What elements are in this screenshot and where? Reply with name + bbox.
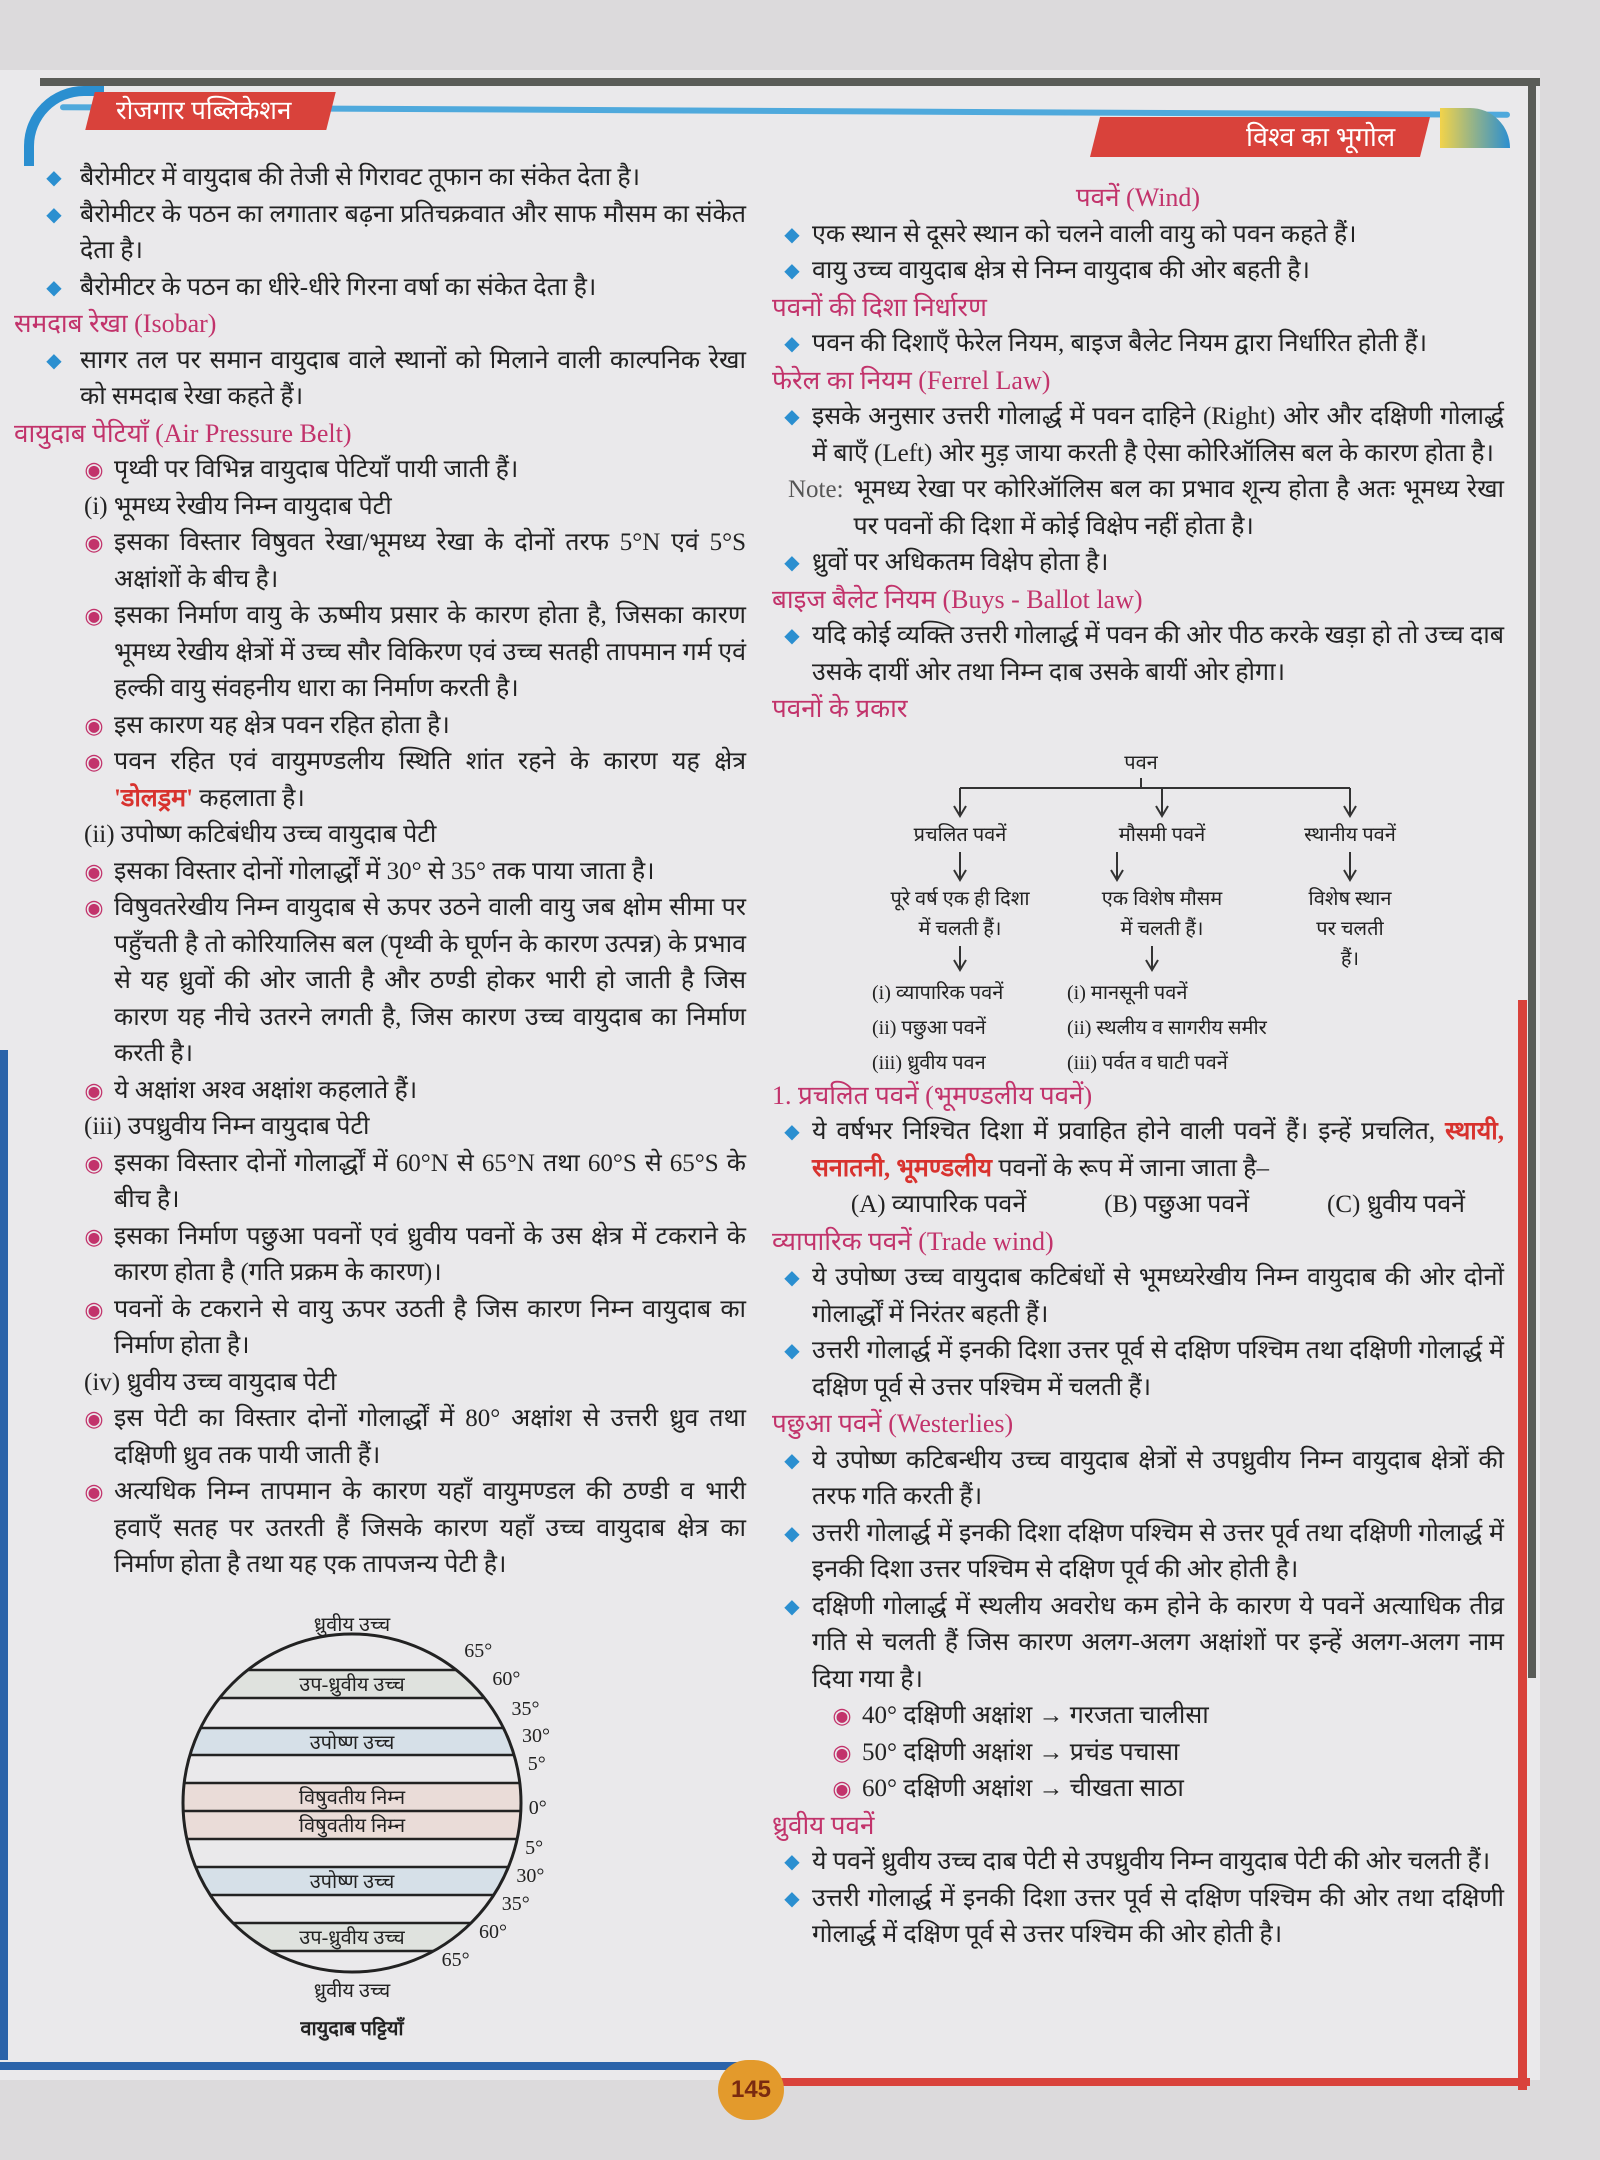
item-text-main: पवन की दिशाएँ फेरेल नियम, बाइज बैलेट नियम द्वारा निर्धारित होती हैं। xyxy=(812,330,1428,357)
section-heading: फेरेल का नियम (Ferrel Law) xyxy=(772,365,1051,395)
item-text-main: ये अक्षांश अश्व अक्षांश कहलाते हैं। xyxy=(114,1076,418,1104)
item-text xyxy=(812,618,1504,691)
diamond-bullet-icon: ◆ xyxy=(46,349,62,372)
right-column xyxy=(772,180,1504,1954)
band-label: विषुवतीय निम्न xyxy=(298,1815,406,1837)
bullet-item xyxy=(772,1260,1504,1333)
tree-node-description: हैं। xyxy=(1340,947,1360,970)
item-text-main: इसका निर्माण पछुआ पवनों एवं ध्रुवीय पवनों के उस क्षेत्र में टकराने के कारण होता है (गति प्रक्रम के कारण)। xyxy=(114,1222,746,1286)
diamond-bullet-icon: ◆ xyxy=(784,625,800,647)
latitude-label: 60° xyxy=(479,1921,507,1943)
subsection-heading: (ii) उपोष्ण कटिबंधीय उच्च वायुदाब पेटी xyxy=(84,821,437,848)
diamond-bullet-icon: ◆ xyxy=(784,1851,800,1873)
diamond-bullet-icon: ◆ xyxy=(46,203,62,226)
item-text xyxy=(812,1881,1504,1954)
item-text-main: विषुवतरेखीय निम्न वायुदाब से ऊपर उठने वाली वायु जब क्षोम सीमा पर पहुँचती है तो कोरियालिस बल (पृथ्वी के घूर्णन के कारण उत्पन्न) के प्रभाव से यह ध्रुवों की ओर जाती है और ठण्डी होकर भारी हो जाती है जिस कारण यह नीचे उतरने लगती है, जिस कारण उच्च वायुदाब का निर्माण करती है। xyxy=(114,894,746,1067)
item-text-main: अत्यधिक निम्न तापमान के कारण यहाँ वायुमण्डल की ठण्डी व भारी हवाएँ सतह पर उतरती हैं जिसके कारण यहाँ उच्च वायुदाब क्षेत्र का निर्माण होता है तथा यह एक तापजन्य पेटी है। xyxy=(114,1478,746,1578)
item-text xyxy=(862,1735,1504,1772)
item-text xyxy=(862,1771,1504,1808)
item-text-main: बैरोमीटर के पठन का लगातार बढ़ना प्रतिचक्रवात और साफ मौसम का संकेत देता है। xyxy=(80,200,746,264)
item-text xyxy=(812,1333,1504,1406)
wind-types-section xyxy=(772,1078,1504,1954)
subsection-heading: (iii) उपध्रुवीय निम्न वायुदाब पेटी xyxy=(84,1113,370,1140)
item-text xyxy=(812,1114,1504,1187)
tree-node: स्थानीय पवनें xyxy=(1304,823,1396,846)
item-text xyxy=(812,399,1504,472)
tree-node-description: पूरे वर्ष एक ही दिशा xyxy=(890,887,1030,910)
section-heading: ध्रुवीय पवनें xyxy=(772,1810,875,1840)
circle-bullet-icon: ◉ xyxy=(84,895,104,920)
bullet-item xyxy=(772,1516,1504,1589)
item-text-main: ध्रुवों पर अधिकतम विक्षेप होता है। xyxy=(812,549,1109,576)
publisher-name: रोजगार पब्लिकेशन xyxy=(116,96,292,125)
band-label: विषुवतीय निम्न xyxy=(298,1787,406,1809)
tree-leaf: (i) व्यापारिक पवनें xyxy=(872,981,1004,1004)
tree-node-description: एक विशेष मौसम xyxy=(1101,887,1223,910)
bullet-item xyxy=(772,217,1504,254)
circle-bullet-icon: ◉ xyxy=(84,1406,104,1431)
latitude-label: 65° xyxy=(441,1949,470,1971)
section-heading: 1. प्रचलित पवनें (भूमण्डलीय पवनें) xyxy=(772,1080,1093,1110)
band-label: उप-ध्रुवीय उच्च xyxy=(299,1674,405,1696)
item-text-main: इसके अनुसार उत्तरी गोलार्द्ध में पवन दाहिने (Right) ओर और दक्षिणी गोलार्द्ध में बाएँ (Left) ओर मुड़ जाया करती है ऐसा कोरिऑलिस बल के कारण होता है। xyxy=(812,403,1504,467)
latitude-label: 30° xyxy=(516,1865,545,1887)
circle-bullet-icon: ◉ xyxy=(84,749,104,774)
bullet-item xyxy=(772,326,1504,363)
diamond-bullet-icon: ◆ xyxy=(46,276,62,299)
globe-top-label: ध्रुवीय उच्च xyxy=(313,1614,391,1636)
circle-bullet-icon: ◉ xyxy=(84,457,104,482)
circle-bullet-icon: ◉ xyxy=(84,858,104,884)
band-label: उपोष्ण उच्च xyxy=(309,1731,395,1754)
item-text-main: 40° दक्षिणी अक्षांश → गरजता चालीसा xyxy=(862,1702,1209,1729)
item-text xyxy=(812,1260,1504,1333)
item-text-main: ये उपोष्ण कटिबन्धीय उच्च वायुदाब क्षेत्रों से उपध्रुवीय निम्न वायुदाब क्षेत्रों की तरफ गति करती हैं। xyxy=(812,1446,1504,1510)
item-text-after: पवनों के रूप में जाना जाता है– xyxy=(992,1154,1269,1182)
item-text-main: ये उपोष्ण उच्च वायुदाब कटिबंधों से भूमध्यरेखीय निम्न वायुदाब की ओर दोनों गोलार्द्धों में निरंतर बहती हैं। xyxy=(812,1264,1504,1328)
item-text-main: 60° दक्षिणी अक्षांश → चीखता साठा xyxy=(862,1775,1184,1802)
diamond-bullet-icon: ◆ xyxy=(784,1887,800,1910)
section-heading: बाइज बैलेट नियम (Buys - Ballot law) xyxy=(772,584,1143,614)
latitude-label: 5° xyxy=(525,1837,544,1859)
item-text-main: सागर तल पर समान वायुदाब वाले स्थानों को मिलाने वाली काल्पनिक रेखा को समदाब रेखा कहते हैं। xyxy=(80,346,746,410)
circle-bullet-icon: ◉ xyxy=(84,1150,104,1176)
wind-types-tree xyxy=(772,728,1504,1078)
item-text-main: दक्षिणी गोलार्द्ध में स्थलीय अवरोध कम होने के कारण ये पवनें अत्याधिक तीव्र गति से चलती हैं जिस कारण अलग-अलग अक्षांशों पर इन्हें अलग-अलग नाम दिया गया है। xyxy=(812,1592,1504,1693)
circle-bullet-icon: ◉ xyxy=(84,1223,104,1249)
item-text-after: कहलाता है। xyxy=(193,784,305,812)
item-text-main: ये पवनें ध्रुवीय उच्च दाब पेटी से उपध्रुवीय निम्न वायुदाब पेटी की ओर चलती हैं। xyxy=(812,1848,1491,1875)
section-heading: वायुदाब पेटियाँ (Air Pressure Belt) xyxy=(14,418,352,448)
bullet-item xyxy=(772,1589,1504,1699)
bullet-item xyxy=(772,545,1504,582)
band-label: उपोष्ण उच्च xyxy=(309,1871,395,1893)
latitude-label: 30° xyxy=(522,1725,551,1747)
tree-leaf: (ii) पछुआ पवनें xyxy=(872,1016,986,1039)
latitude-label: 0° xyxy=(528,1797,547,1819)
section-heading: पछुआ पवनें (Westerlies) xyxy=(772,1409,1014,1438)
item-text-main: पवन रहित एवं वायुमण्डलीय स्थिति शांत रहने के कारण यह क्षेत्र xyxy=(114,748,746,775)
item-text-main: 50° दक्षिणी अक्षांश → प्रचंड पचासा xyxy=(862,1738,1180,1766)
circle-bullet-icon: ◉ xyxy=(832,1776,852,1801)
circle-bullet-icon: ◉ xyxy=(84,712,104,738)
circle-bullet-item xyxy=(772,1771,1504,1808)
section-title: पवनें (Wind) xyxy=(1075,183,1201,212)
tree-node: प्रचलित पवनें xyxy=(913,823,1007,846)
circle-bullet-icon: ◉ xyxy=(832,1739,852,1765)
band-label: उप-ध्रुवीय उच्च xyxy=(299,1927,405,1949)
circle-bullet-icon: ◉ xyxy=(84,1077,104,1103)
item-text-main: पवनों के टकराने से वायु ऊपर उठती है जिस कारण निम्न वायुदाब का निर्माण होता है। xyxy=(114,1295,746,1359)
wind-category: (B) पछुआ पवनें xyxy=(1104,1191,1250,1218)
latitude-label: 65° xyxy=(464,1640,493,1662)
circle-bullet-icon: ◉ xyxy=(84,1479,104,1504)
latitude-label: 35° xyxy=(511,1698,540,1720)
circle-bullet-icon: ◉ xyxy=(84,1296,104,1322)
highlighted-term: 'डोलड्रम' xyxy=(114,784,194,812)
subsection-heading: (iv) ध्रुवीय उच्च वायुदाब पेटी xyxy=(84,1368,337,1396)
section-heading: समदाब रेखा (Isobar) xyxy=(14,309,217,338)
tree-leaf: (iii) ध्रुवीय पवन xyxy=(872,1051,986,1074)
diamond-bullet-icon: ◆ xyxy=(784,406,800,428)
diamond-bullet-icon: ◆ xyxy=(46,167,62,189)
tree-leaf: (i) मानसूनी पवनें xyxy=(1067,981,1188,1004)
note xyxy=(772,472,1504,545)
item-text-main: वायु उच्च वायुदाब क्षेत्र से निम्न वायुदाब की ओर बहती है। xyxy=(812,257,1310,284)
tree-node-description: में चलती हैं। xyxy=(918,917,1002,940)
bullet-item xyxy=(772,1443,1504,1516)
section-heading: व्यापारिक पवनें (Trade wind) xyxy=(772,1226,1054,1256)
item-text-main: ये वर्षभर निश्चित दिशा में प्रवाहित होने वाली पवनें हैं। इन्हें प्रचलित, xyxy=(812,1118,1446,1145)
globe-bottom-label: ध्रुवीय उच्च xyxy=(313,1980,391,2002)
item-text xyxy=(812,1516,1504,1589)
item-text-main: इसका विस्तार विषुवत रेखा/भूमध्य रेखा के दोनों तरफ 5°N एवं 5°S अक्षांशों के बीच है। xyxy=(114,529,746,593)
item-text xyxy=(812,253,1504,290)
diamond-bullet-icon: ◆ xyxy=(784,1121,800,1143)
tree-node: मौसमी पवनें xyxy=(1118,823,1206,846)
item-text xyxy=(812,217,1504,254)
item-text xyxy=(812,1589,1504,1699)
item-text-main: उत्तरी गोलार्द्ध में इनकी दिशा उत्तर पूर्व से दक्षिण पश्चिम की ओर तथा दक्षिणी गोलार्द्ध में दक्षिण पूर्व से उत्तर पश्चिम की ओर होती है। xyxy=(812,1884,1504,1948)
subsection-heading: (i) भूमध्य रेखीय निम्न वायुदाब पेटी xyxy=(84,492,392,520)
wind-intro-section xyxy=(772,180,1504,728)
latitude-label: 60° xyxy=(492,1668,521,1690)
circle-bullet-item xyxy=(772,1735,1504,1772)
diamond-bullet-icon: ◆ xyxy=(784,1595,800,1618)
item-text-main: इसका निर्माण वायु के ऊष्मीय प्रसार के कारण होता है, जिसका कारण भूमध्य रेखीय क्षेत्रों में उच्च सौर विकिरण एवं उच्च सतही तापमान गर्म एवं हल्की वायु संवहनीय धारा का निर्माण करती है। xyxy=(114,602,746,702)
highlighted-term: स्थायी, सनातनी, भूमण्डलीय xyxy=(812,1118,1504,1182)
item-text xyxy=(862,1698,1504,1735)
tree-root: पवन xyxy=(1124,751,1158,774)
diamond-bullet-icon: ◆ xyxy=(784,223,800,246)
latitude-label: 5° xyxy=(527,1753,546,1775)
wind-categories xyxy=(772,1187,1504,1224)
item-text xyxy=(812,545,1504,582)
item-text-main: इस कारण यह क्षेत्र पवन रहित होता है। xyxy=(114,711,450,739)
latitude-label: 35° xyxy=(501,1893,530,1915)
section-heading: पवनों के प्रकार xyxy=(772,694,908,723)
bullet-item xyxy=(772,1333,1504,1406)
bullet-item xyxy=(772,1114,1504,1187)
bullet-item xyxy=(772,1844,1504,1881)
circle-bullet-icon: ◉ xyxy=(832,1703,852,1728)
item-text-main: बैरोमीटर के पठन का धीरे-धीरे गिरना वर्षा का संकेत देता है। xyxy=(80,273,597,301)
item-text-main: एक स्थान से दूसरे स्थान को चलने वाली वायु को पवन कहते हैं। xyxy=(812,220,1357,248)
diamond-bullet-icon: ◆ xyxy=(784,260,800,282)
note-text: भूमध्य रेखा पर कोरिऑलिस बल का प्रभाव शून्य होता है अतः भूमध्य रेखा पर पवनों की दिशा में कोई विक्षेप नहीं होता है। xyxy=(853,476,1504,540)
bullet-item xyxy=(772,618,1504,691)
item-text-main: उत्तरी गोलार्द्ध में इनकी दिशा उत्तर पूर्व से दक्षिण पश्चिम तथा दक्षिणी गोलार्द्ध में दक्षिण पूर्व से उत्तर पश्चिम में चलती हैं। xyxy=(812,1337,1504,1401)
item-text-main: इसका विस्तार दोनों गोलार्द्धों में 60°N से 65°N तथा 60°S से 65°S के बीच है। xyxy=(114,1149,746,1213)
tree-node-description: में चलती हैं। xyxy=(1120,917,1204,940)
circle-bullet-icon: ◉ xyxy=(84,603,104,628)
page-number: 145 xyxy=(718,2060,784,2120)
item-text-main: बैरोमीटर में वायुदाब की तेजी से गिरावट तूफान का संकेत देता है। xyxy=(80,164,641,191)
tree-leaf: (ii) स्थलीय व सागरीय समीर xyxy=(1067,1016,1267,1039)
tree-node-description: विशेष स्थान xyxy=(1308,887,1392,910)
diamond-bullet-icon: ◆ xyxy=(784,1340,800,1362)
wind-category: (A) व्यापारिक पवनें xyxy=(850,1191,1027,1218)
item-text-main: यदि कोई व्यक्ति उत्तरी गोलार्द्ध में पवन की ओर पीठ करके खड़ा हो तो उच्च दाब उसके दायीं ओर तथा निम्न दाब उसके बायीं ओर होगा। xyxy=(812,622,1504,686)
note-label: Note: xyxy=(788,476,844,503)
wind-category: (C) ध्रुवीय पवनें xyxy=(1327,1191,1466,1218)
diamond-bullet-icon: ◆ xyxy=(784,1267,800,1289)
circle-bullet-icon: ◉ xyxy=(84,530,104,555)
item-text xyxy=(812,326,1504,363)
diamond-bullet-icon: ◆ xyxy=(784,552,800,574)
subject-name: विश्व का भूगोल xyxy=(1245,122,1395,152)
globe-caption: वायुदाब पट्टियाँ xyxy=(300,2018,404,2040)
bullet-item xyxy=(772,253,1504,290)
diamond-bullet-icon: ◆ xyxy=(784,333,800,355)
item-text-main: इस पेटी का विस्तार दोनों गोलार्द्धों में 80° अक्षांश से उत्तरी ध्रुव तथा दक्षिणी ध्रुव तक पायी जाती हैं। xyxy=(114,1405,746,1469)
diamond-bullet-icon: ◆ xyxy=(784,1449,800,1472)
bullet-item xyxy=(772,1881,1504,1954)
item-text xyxy=(812,1844,1504,1881)
bullet-item xyxy=(772,399,1504,472)
item-text-main: इसका विस्तार दोनों गोलार्द्धों में 30° से 35° तक पाया जाता है। xyxy=(114,857,655,885)
diamond-bullet-icon: ◆ xyxy=(784,1522,800,1545)
item-text-main: पृथ्वी पर विभिन्न वायुदाब पेटियाँ पायी जाती हैं। xyxy=(114,456,519,483)
tree-leaf: (iii) पर्वत व घाटी पवनें xyxy=(1067,1051,1228,1074)
tree-node-description: पर चलती xyxy=(1316,917,1384,940)
circle-bullet-item xyxy=(772,1698,1504,1735)
item-text xyxy=(812,1443,1504,1516)
item-text-main: उत्तरी गोलार्द्ध में इनकी दिशा दक्षिण पश्चिम से उत्तर पूर्व तथा दक्षिणी गोलार्द्ध में इनकी दिशा उत्तर पश्चिम से दक्षिण पूर्व की ओर होती है। xyxy=(812,1519,1504,1583)
section-heading: पवनों की दिशा निर्धारण xyxy=(772,292,987,322)
